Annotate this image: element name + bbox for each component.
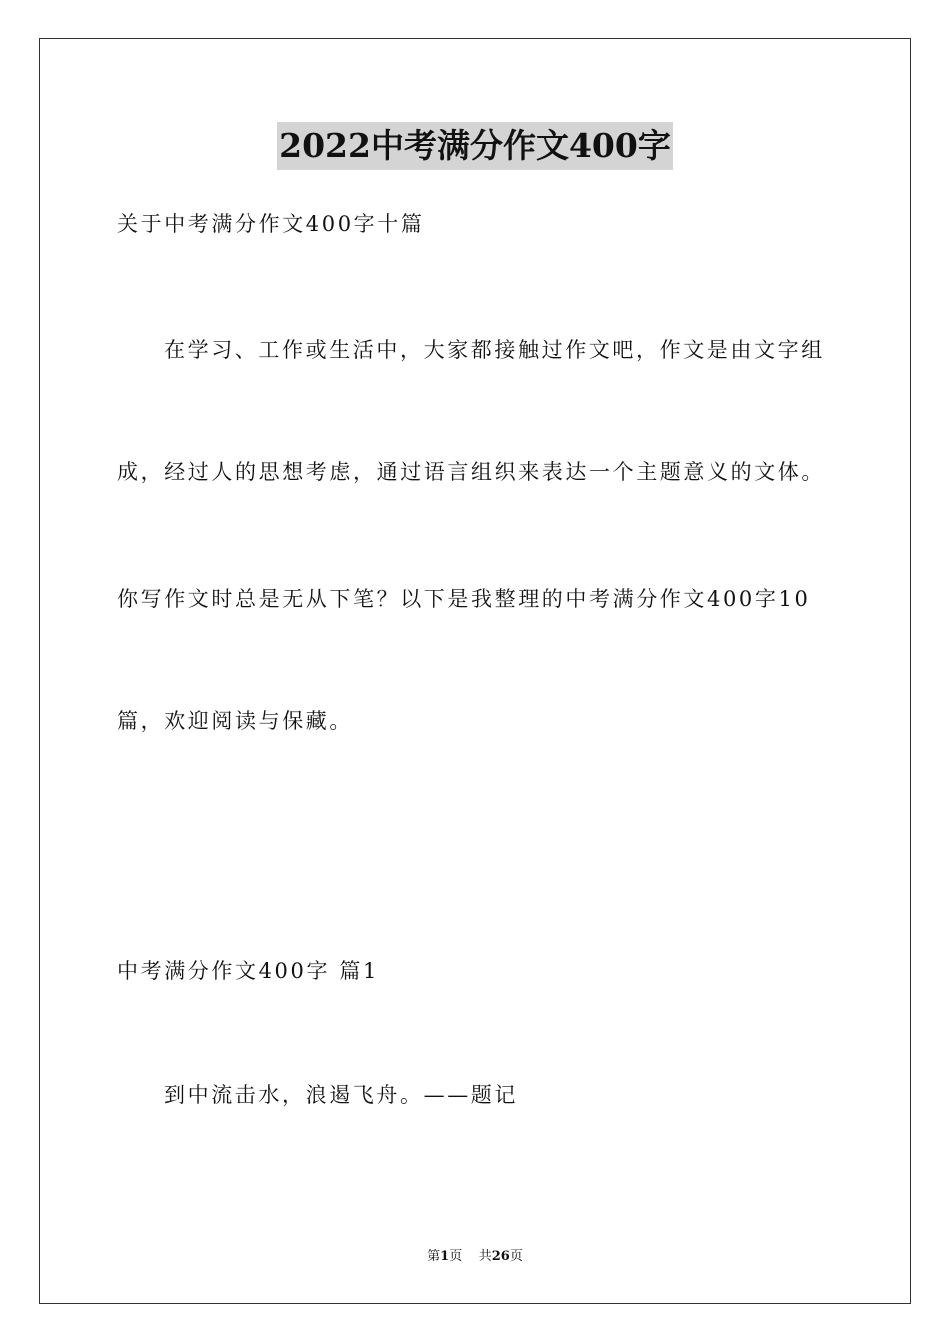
footer-page-prefix: 第 (427, 1249, 441, 1264)
document-subtitle: 关于中考满分作文400字十篇 (117, 212, 425, 236)
footer-total-prefix: 共 (478, 1249, 492, 1264)
section-first-line: 到中流击水，浪遏飞舟。——题记 (164, 1083, 518, 1107)
intro-line-4: 篇，欢迎阅读与保藏。 (117, 709, 353, 733)
intro-line-3: 你写作文时总是无从下笔？以下是我整理的中考满分作文400字10 (117, 587, 811, 611)
intro-line-2: 成，经过人的思想考虑，通过语言组织来表达一个主题意义的文体。 (117, 460, 825, 484)
intro-line-1: 在学习、工作或生活中，大家都接触过作文吧，作文是由文字组 (164, 338, 825, 362)
footer-total-pages: 26 (491, 1249, 510, 1264)
footer-total-suffix: 页 (509, 1249, 523, 1264)
footer-page-number: 1 (440, 1249, 450, 1264)
title-container (0, 122, 950, 170)
document-title: 2022中考满分作文400字 (277, 122, 673, 170)
page-footer (0, 1247, 950, 1267)
footer-page-suffix: 页 (449, 1249, 463, 1264)
section-heading: 中考满分作文400字 篇1 (117, 959, 379, 983)
